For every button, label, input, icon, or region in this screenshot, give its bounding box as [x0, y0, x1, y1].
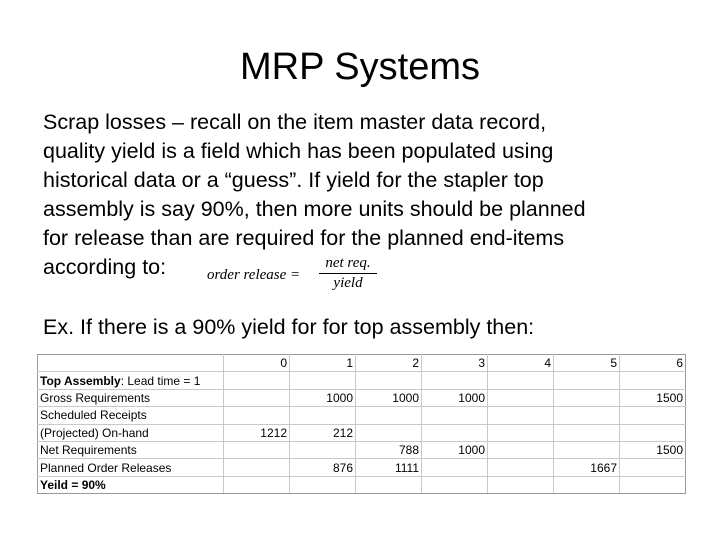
table-cell: [620, 372, 686, 389]
row-label: Scheduled Receipts: [38, 407, 224, 424]
table-cell: 1111: [356, 459, 422, 476]
table-row: [38, 407, 686, 424]
table-cell: [422, 424, 488, 441]
mrp-table: [37, 354, 686, 494]
period-header: 3: [422, 355, 488, 372]
table-cell: [554, 389, 620, 406]
table-cell: [488, 459, 554, 476]
table-cell: [554, 441, 620, 458]
table-cell: 1000: [290, 389, 356, 406]
table-cell: [224, 459, 290, 476]
top-assembly-name: Top Assembly: [40, 373, 121, 388]
table-cell: [554, 424, 620, 441]
body-line: according to:: [43, 255, 167, 279]
table-cell: [488, 389, 554, 406]
formula-numerator: net req.: [325, 255, 371, 271]
table-row: [38, 441, 686, 458]
period-header: 1: [290, 355, 356, 372]
table-cell: [488, 372, 554, 389]
table-cell: 1000: [422, 441, 488, 458]
table-cell: [422, 407, 488, 424]
table-cell: [620, 424, 686, 441]
table-cell: [620, 459, 686, 476]
row-label: (Projected) On-hand: [38, 424, 224, 441]
table-cell: [620, 476, 686, 493]
period-header: 5: [554, 355, 620, 372]
row-label: Net Requirements: [38, 441, 224, 458]
period-header: 4: [488, 355, 554, 372]
table-row: [38, 389, 686, 406]
period-header: 0: [224, 355, 290, 372]
table-cell: [356, 424, 422, 441]
table-cell: [356, 407, 422, 424]
body-line: for release than are required for the planned end-items: [43, 226, 565, 250]
table-corner-cell: [38, 355, 224, 372]
table-cell: 212: [290, 424, 356, 441]
formula-lhs: order release =: [207, 267, 301, 283]
lead-time-text: : Lead time = 1: [120, 373, 201, 388]
row-label: Gross Requirements: [38, 389, 224, 406]
table-cell: 1500: [620, 389, 686, 406]
yield-row: [38, 476, 686, 493]
slide-title: MRP Systems: [239, 46, 480, 88]
period-header-row: [38, 355, 686, 372]
table-cell: [554, 407, 620, 424]
table-cell: [224, 476, 290, 493]
table-row: [38, 459, 686, 476]
table-cell: [422, 372, 488, 389]
table-cell: [488, 476, 554, 493]
formula-denominator: yield: [333, 275, 363, 291]
table-cell: [356, 372, 422, 389]
body-line: quality yield is a field which has been populated using: [43, 139, 554, 163]
table-cell: [290, 441, 356, 458]
table-cell: [554, 476, 620, 493]
table-cell: [488, 407, 554, 424]
body-line: historical data or a “guess”. If yield for the stapler top: [43, 168, 544, 192]
table-cell: [224, 372, 290, 389]
table-cell: [224, 407, 290, 424]
table-cell: [290, 407, 356, 424]
table-cell: [554, 372, 620, 389]
table-cell: [224, 441, 290, 458]
table-cell: 1000: [422, 389, 488, 406]
table-cell: [224, 389, 290, 406]
top-assembly-label: [38, 372, 224, 389]
table-cell: [488, 441, 554, 458]
period-header: 2: [356, 355, 422, 372]
table-cell: 788: [356, 441, 422, 458]
table-cell: [290, 372, 356, 389]
period-header: 6: [620, 355, 686, 372]
table-cell: 1212: [224, 424, 290, 441]
fraction-bar: [319, 273, 377, 274]
table-cell: [488, 424, 554, 441]
body-line: Scrap losses – recall on the item master data record,: [43, 110, 547, 134]
table-cell: [620, 407, 686, 424]
example-text: Ex. If there is a 90% yield for for top assembly then:: [43, 315, 535, 339]
table-cell: [290, 476, 356, 493]
table-cell: [422, 459, 488, 476]
table-cell: 1667: [554, 459, 620, 476]
table-cell: 1000: [356, 389, 422, 406]
formula-fraction: [317, 255, 379, 292]
body-line: assembly is say 90%, then more units should be planned: [43, 197, 586, 221]
table-row: [38, 424, 686, 441]
table-cell: 876: [290, 459, 356, 476]
yield-label: Yeild = 90%: [38, 476, 224, 493]
row-label: Planned Order Releases: [38, 459, 224, 476]
table-cell: 1500: [620, 441, 686, 458]
top-assembly-row: [38, 372, 686, 389]
table-cell: [356, 476, 422, 493]
table-cell: [422, 476, 488, 493]
